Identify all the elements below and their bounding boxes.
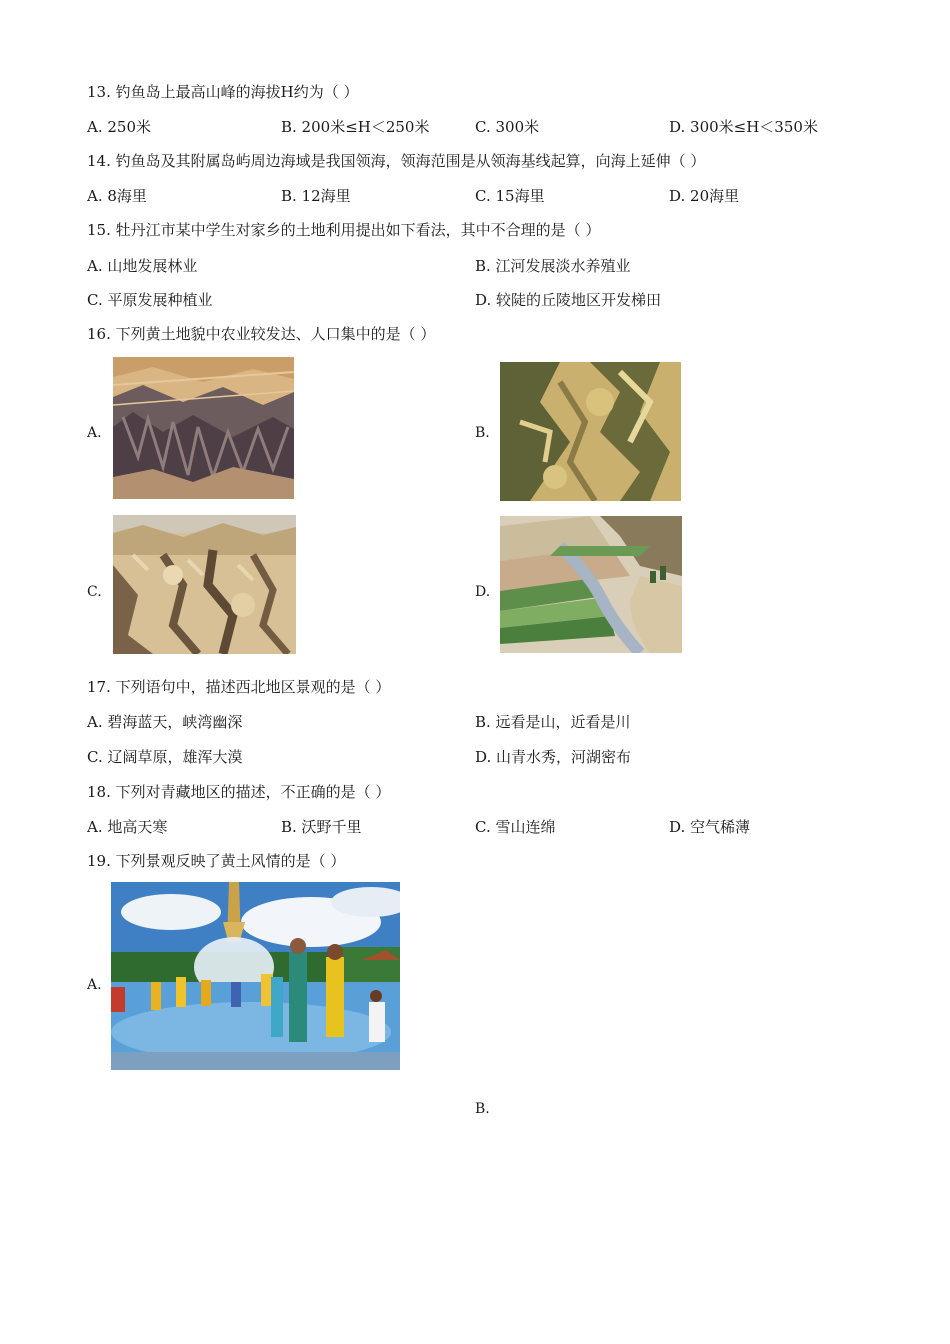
q14-option-c: C. 15海里 (475, 187, 545, 205)
q18-option-a: A. 地高天寒 (87, 818, 168, 836)
q16-option-d-label: D. (475, 584, 491, 600)
question-14-stem: 14. 钓鱼岛及其附属岛屿周边海域是我国领海，领海范围是从领海基线起算，向海上延伸（ ） (87, 152, 706, 170)
question-19-stem: 19. 下列景观反映了黄土风情的是（ ） (87, 852, 346, 870)
q13-option-a: A. 250米 (87, 118, 151, 136)
q15-option-c: C. 平原发展种植业 (87, 291, 213, 309)
q19-option-b-label: B. (475, 1101, 490, 1117)
q16-option-c-label: C. (87, 584, 102, 600)
q13-option-b: B. 200米≤H＜250米 (281, 118, 430, 136)
q16-option-a-image (113, 357, 294, 499)
q18-option-b: B. 沃野千里 (281, 818, 362, 836)
q14-option-b: B. 12海里 (281, 187, 351, 205)
q16-option-c-image (113, 515, 296, 654)
q14-option-d: D. 20海里 (669, 187, 740, 205)
q19-option-a-image (111, 882, 400, 1070)
q17-option-a: A. 碧海蓝天，峡湾幽深 (87, 713, 243, 731)
question-13-stem: 13. 钓鱼岛上最高山峰的海拔H约为（ ） (87, 83, 359, 101)
q16-option-a-label: A. (87, 425, 102, 441)
q18-option-d: D. 空气稀薄 (669, 818, 751, 836)
q13-option-d: D. 300米≤H＜350米 (669, 118, 818, 136)
question-15-stem: 15. 牡丹江市某中学生对家乡的土地利用提出如下看法，其中不合理的是（ ） (87, 221, 601, 239)
q16-option-b-image (500, 362, 681, 501)
q15-option-a: A. 山地发展林业 (87, 257, 198, 275)
q16-option-d-image (500, 516, 682, 653)
q17-option-b: B. 远看是山，近看是川 (475, 713, 631, 731)
q17-option-c: C. 辽阔草原，雄浑大漠 (87, 748, 243, 766)
question-17-stem: 17. 下列语句中，描述西北地区景观的是（ ） (87, 678, 391, 696)
q16-option-b-label: B. (475, 425, 490, 441)
q15-option-d: D. 较陡的丘陵地区开发梯田 (475, 291, 662, 309)
q18-option-c: C. 雪山连绵 (475, 818, 556, 836)
q14-option-a: A. 8海里 (87, 187, 147, 205)
q15-option-b: B. 江河发展淡水养殖业 (475, 257, 631, 275)
q13-option-c: C. 300米 (475, 118, 540, 136)
question-18-stem: 18. 下列对青藏地区的描述，不正确的是（ ） (87, 783, 391, 801)
q19-option-a-label: A. (87, 977, 102, 993)
q17-option-d: D. 山青水秀，河湖密布 (475, 748, 632, 766)
question-16-stem: 16. 下列黄土地貌中农业较发达、人口集中的是（ ） (87, 325, 436, 343)
